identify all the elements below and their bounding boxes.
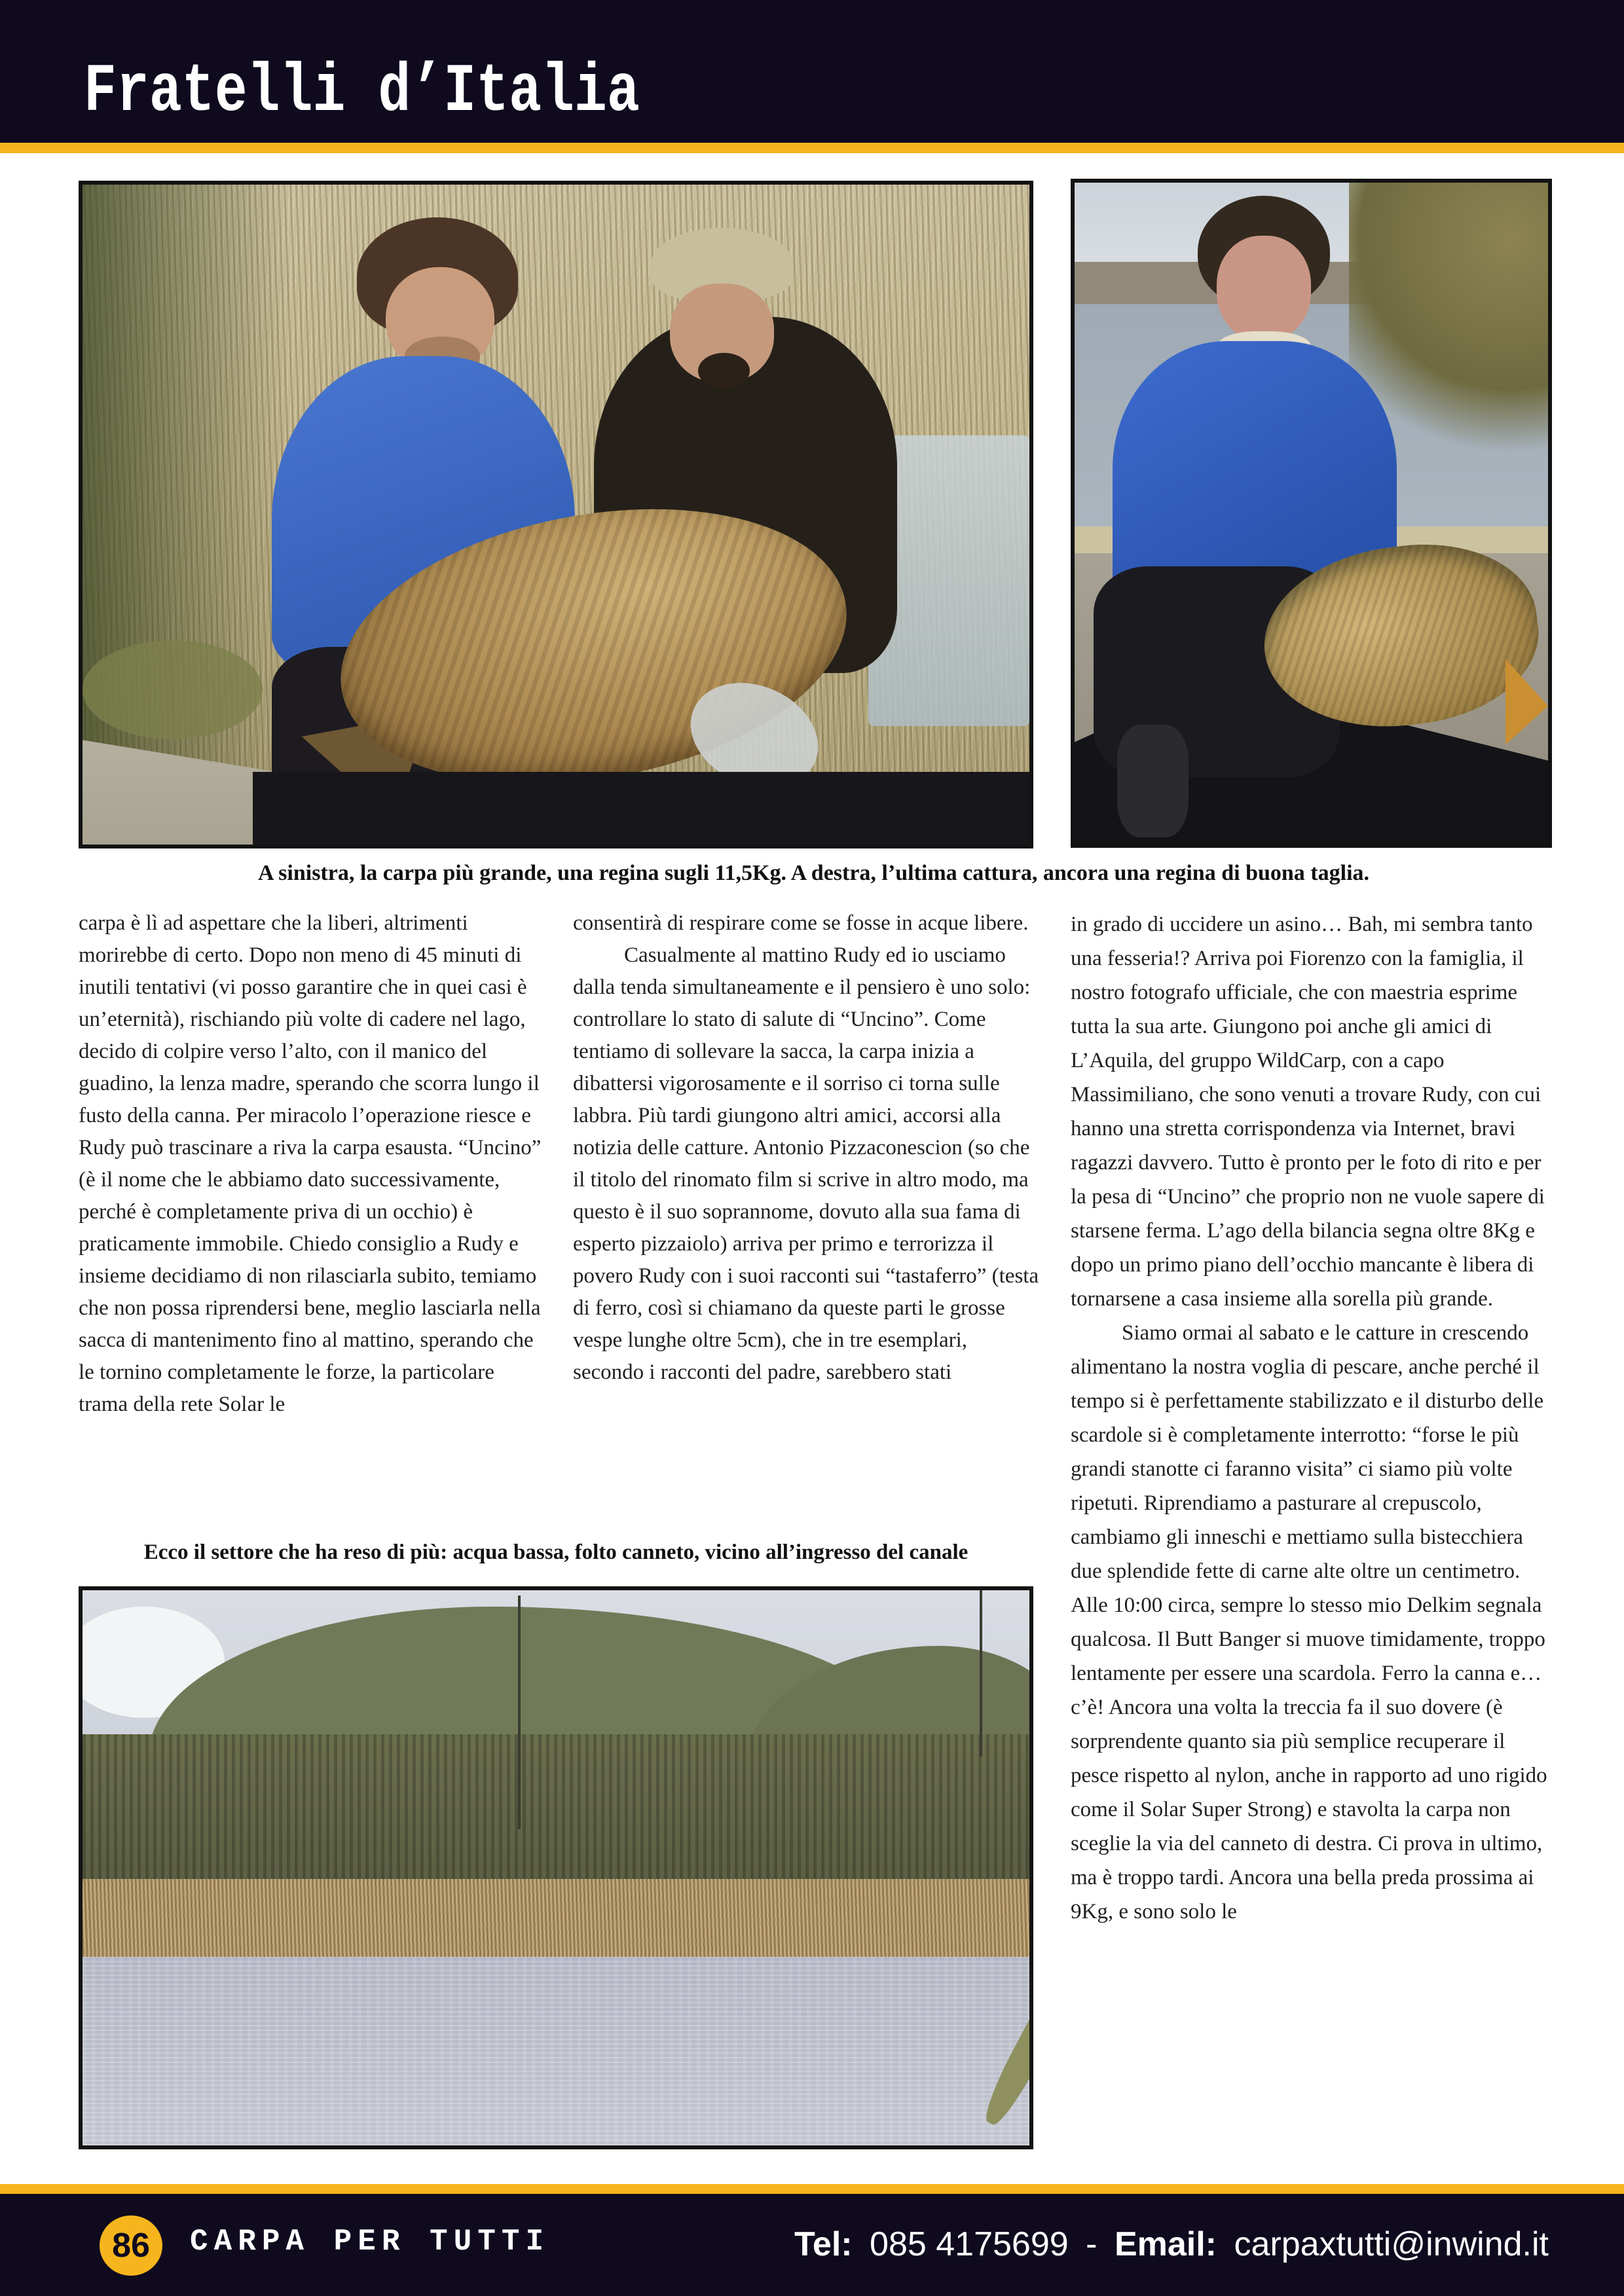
tel-value: 085 4175699	[870, 2225, 1069, 2263]
article-column-3	[1071, 907, 1547, 2154]
email-value: carpaxtutti@inwind.it	[1234, 2225, 1549, 2263]
paragraph: Siamo ormai al sabato e le catture in crescendo alimentano la nostra voglia di pescare, anche perché il tempo si è perfettamente stabilizzato e il disturbo delle scardole si è completamente interrotto: “forse le più grandi stanotte ci faranno visita” ci siamo più volte ripetuti. Riprendiamo a pasturare al crepuscolo, cambiamo gli inneschi e mettiamo sulla bistecchiera due splendide fette di carne alte oltre un centimetro. Alle 10:00 circa, sempre lo stesso mio Delkim segnala qualcosa. Il Butt Banger si muove timidamente, troppo lentamente per essere una scardola. Ferro la canna e… c’è! Ancora una volta la treccia fa il suo dovere (è sorprendente quanto sia più semplice recuperare il pesce rispetto al nylon, anche in rapporto ad uno rigido come il Solar Super Strong) e stavolta la carpa non sceglie la via del canneto di destra. Ci prova in ultimo, ma è troppo tardi. Ancora una bella preda prossima ai 9Kg, e sono solo le	[1071, 1321, 1547, 1923]
page-title: Fratelli d’Italia	[84, 54, 640, 131]
email-label: Email:	[1114, 2225, 1217, 2263]
utility-pole	[980, 1590, 982, 1757]
photo-angler-last-catch	[1071, 179, 1552, 848]
page-number-badge: 86	[100, 2215, 162, 2276]
magazine-title: CARPA PER TUTTI	[190, 2225, 550, 2259]
paragraph: consentirà di respirare come se fosse in acque libere.	[573, 911, 1029, 935]
article-column-2	[573, 907, 1039, 1389]
grass-clump	[83, 640, 263, 739]
paragraph: Casualmente al mattino Rudy ed io usciamo dalla tenda simultaneamente e il pensiero è uno solo: controllare lo stato di salute di “Uncino”. Come tentiamo di sollevare la sacca, la carpa inizia a dibattersi vigorosamente e il sorriso ci torna sulle labbra. Più tardi giungono altri amici, accorsi alla notizia delle catture. Antonio Pizzaconescion (so che il titolo del rinomato film si scrive in altro modo, ma questo è il suo soprannome, dovuto alla sua fama di esperto pizzaiolo) arriva per primo e terrorizza il povero Rudy con i suoi racconti sui “tastaferro” (testa di ferro, così si chiamano da queste parti le grosse vespe lunghe oltre 5cm), che in tre esemplari, secondo i racconti del padre, sarebbero stati	[573, 943, 1039, 1384]
header-accent-stripe	[0, 143, 1624, 153]
tree-band	[83, 1734, 1029, 1889]
reed-bed	[83, 1879, 1029, 1962]
photo-caption-lake: Ecco il settore che ha reso di più: acqua bassa, folto canneto, vicino all’ingresso del canale	[143, 1540, 969, 1564]
header-bar	[0, 0, 1624, 143]
contact-separator: -	[1086, 2225, 1098, 2263]
paragraph: in grado di uccidere un asino… Bah, mi sembra tanto una fesseria!? Arriva poi Fiorenzo con la famiglia, il nostro fotografo ufficiale, che con maestria esprime tutta la sua arte. Giungono poi anche gli amici di L’Aquila, del gruppo WildCarp, con a capo Massimiliano, che sono venuti a trovare Rudy, con cui hanno una stretta corrispondenza via Internet, bravi ragazzi davvero. Tutto è pronto per le foto di rito e per la pesa di “Uncino” che proprio non ne vuole sapere di starsene ferma. L’ago della bilancia segna oltre 8Kg e dopo un primo piano dell’occhio mancante è libera di tornarsene a casa insieme alla sorella più grande.	[1071, 913, 1545, 1311]
lake-water	[83, 1957, 1029, 2145]
angler-face	[1217, 236, 1312, 342]
article-column-1	[79, 907, 545, 1421]
unhooking-mat	[253, 772, 1029, 845]
footer-accent-stripe	[0, 2184, 1624, 2194]
paragraph: carpa è lì ad aspettare che la liberi, altrimenti morirebbe di certo. Dopo non meno di 45 minuti di inutili tentativi (vi posso garantire che in quei casi è un’eternità), rischiando più volte di cadere nel lago, decido di colpire verso l’alto, con il manico del guadino, la lenza madre, sperando che scorra lungo il fusto della canna. Per miracolo l’operazione riesce e Rudy può trascinare a riva la carpa esausta. “Uncino” (è il nome che le abbiamo dato successivamente, perché è completamente priva di un occhio) è praticamente immobile. Chiedo consiglio a Rudy e insieme decidiamo di non rilasciarla subito, temiamo che non possa riprendersi bene, meglio lasciarla nella sacca di mantenimento fino al mattino, sperando che le tornino completamente le forze, la particolare trama della rete Solar le	[79, 911, 542, 1416]
photo-caption-top: A sinistra, la carpa più grande, una regina sugli 11,5Kg. A destra, l’ultima cattura, ancora una regina di buona taglia.	[257, 861, 1370, 885]
photo-fishing-spot-lake	[79, 1586, 1033, 2149]
tel-label: Tel:	[794, 2225, 853, 2263]
footer-contact	[794, 2225, 1549, 2264]
angler-boot	[1117, 725, 1188, 837]
photo-two-anglers-carp	[79, 181, 1033, 848]
utility-pole	[518, 1595, 521, 1829]
